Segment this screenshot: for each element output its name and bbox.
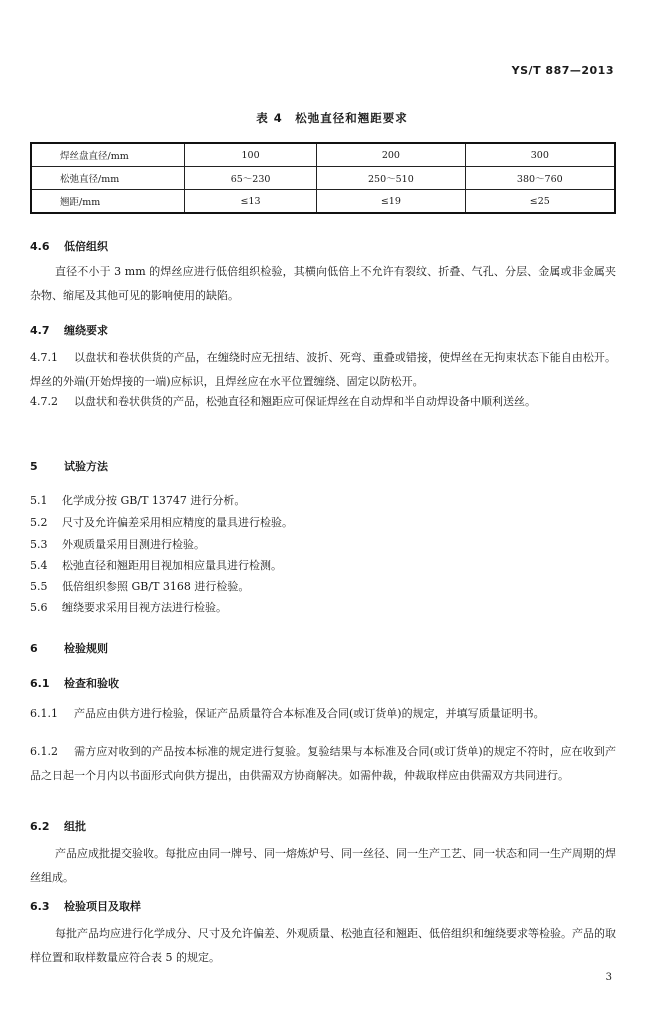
- list-item: [30, 578, 616, 594]
- clause-number: 6.1.1: [30, 707, 58, 720]
- section-number: 4.7: [30, 324, 50, 337]
- item-text: 缠绕要求采用目视方法进行检验。: [62, 601, 227, 614]
- section-title: 检查和验收: [64, 677, 119, 690]
- item-number: 5.5: [30, 580, 48, 593]
- clause-text: 以盘状和卷状供货的产品，在缠绕时应无扭结、波折、死弯、重叠或错接，使焊丝在无拘束状态下能自由松开。焊丝的外端(开始焊接的一端)应标识，且焊丝应在水平位置缠绕、固定以防松开。: [30, 351, 616, 388]
- table-cell: 65～230: [185, 167, 317, 190]
- item-text: 外观质量采用目测进行检验。: [62, 538, 205, 551]
- item-text: 尺寸及允许偏差采用相应精度的量具进行检验。: [62, 516, 293, 529]
- table-cell: ≤13: [185, 190, 317, 214]
- section-6-1-heading: [30, 675, 119, 691]
- table-4: [30, 142, 616, 214]
- section-number: 6.2: [30, 820, 50, 833]
- table-row-label: 松弛直径/mm: [31, 167, 185, 190]
- item-number: 5.2: [30, 516, 48, 529]
- section-title: 试验方法: [64, 460, 108, 473]
- section-4-7-heading: [30, 322, 108, 338]
- section-6-3-heading: [30, 898, 141, 914]
- clause-6-1-1: [30, 702, 616, 726]
- section-title: 组批: [64, 820, 86, 833]
- section-number: 4.6: [30, 240, 50, 253]
- clause-4-7-1: [30, 346, 616, 394]
- section-4-6-paragraph: 直径不小于 3 mm 的焊丝应进行低倍组织检验，其横向低倍上不允许有裂纹、折叠、气孔、分层、金属或非金属夹杂物、缩尾及其他可见的影响使用的缺陷。: [30, 265, 616, 302]
- section-6-3-paragraph: 每批产品均应进行化学成分、尺寸及允许偏差、外观质量、松弛直径和翘距、低倍组织和缠绕要求等检验。产品的取样位置和取样数量应符合表 5 的规定。: [30, 927, 616, 964]
- table-row: [31, 190, 615, 214]
- clause-4-7-2: [30, 390, 616, 414]
- clause-text: 需方应对收到的产品按本标准的规定进行复验。复验结果与本标准及合同(或订货单)的规定不符时，应在收到产品之日起一个月内以书面形式向供方提出，由供需双方协商解决。如需仲裁，仲裁取样应由供需双方共同进行。: [30, 745, 616, 782]
- list-item: [30, 514, 616, 530]
- section-6-heading: [30, 640, 108, 656]
- page-number: 3: [605, 972, 612, 983]
- list-item: [30, 492, 616, 508]
- section-title: 缠绕要求: [64, 324, 108, 337]
- standard-number: YS/T 887—2013: [511, 64, 614, 77]
- section-number: 6.3: [30, 900, 50, 913]
- list-item: [30, 599, 616, 615]
- item-number: 5.3: [30, 538, 48, 551]
- section-title: 检验项目及取样: [64, 900, 141, 913]
- section-number: 6.1: [30, 677, 50, 690]
- clause-number: 4.7.2: [30, 395, 58, 408]
- item-text: 化学成分按 GB/T 13747 进行分析。: [62, 494, 246, 507]
- section-5-heading: [30, 458, 108, 474]
- section-6-2-paragraph: 产品应成批提交验收。每批应由同一牌号、同一熔炼炉号、同一丝径、同一生产工艺、同一状态和同一生产周期的焊丝组成。: [30, 847, 616, 884]
- table-cell: 200: [317, 143, 465, 167]
- list-item: [30, 536, 616, 552]
- list-item: [30, 557, 616, 573]
- table-cell: 380～760: [465, 167, 615, 190]
- section-title: 低倍组织: [64, 240, 108, 253]
- table-cell: 300: [465, 143, 615, 167]
- table-row: [31, 143, 615, 167]
- clause-text: 产品应由供方进行检验，保证产品质量符合本标准及合同(或订货单)的规定，并填写质量证明书。: [74, 707, 545, 720]
- table-cell: 100: [185, 143, 317, 167]
- table-row: [31, 167, 615, 190]
- section-4-6-heading: [30, 238, 108, 254]
- table-4-title: 表 4 松弛直径和翘距要求: [256, 111, 408, 125]
- table-row-label: 翘距/mm: [31, 190, 185, 214]
- section-number: 5: [30, 460, 38, 473]
- item-text: 松弛直径和翘距用目视加相应量具进行检测。: [62, 559, 282, 572]
- item-number: 5.4: [30, 559, 48, 572]
- section-number: 6: [30, 642, 38, 655]
- table-cell: ≤25: [465, 190, 615, 214]
- section-6-2-heading: [30, 818, 86, 834]
- table-cell: 250～510: [317, 167, 465, 190]
- table-cell: ≤19: [317, 190, 465, 214]
- clause-6-1-2: [30, 740, 616, 788]
- clause-text: 以盘状和卷状供货的产品，松弛直径和翘距应可保证焊丝在自动焊和半自动焊设备中顺利送丝。: [74, 395, 536, 408]
- item-number: 5.6: [30, 601, 48, 614]
- item-number: 5.1: [30, 494, 48, 507]
- section-title: 检验规则: [64, 642, 108, 655]
- table-row-label: 焊丝盘直径/mm: [31, 143, 185, 167]
- clause-number: 4.7.1: [30, 351, 58, 364]
- clause-number: 6.1.2: [30, 745, 58, 758]
- item-text: 低倍组织参照 GB/T 3168 进行检验。: [62, 580, 250, 593]
